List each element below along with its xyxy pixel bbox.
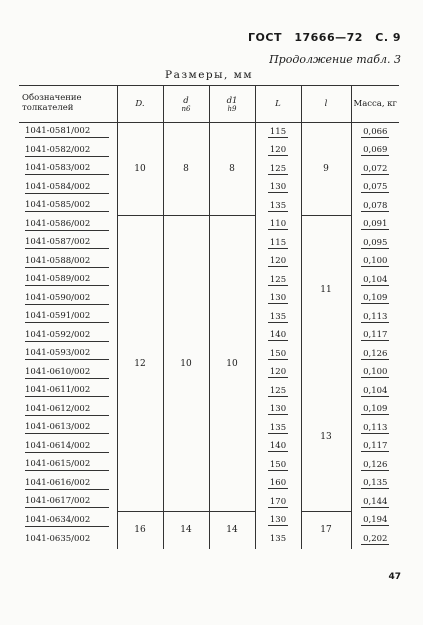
D-cell: 12 bbox=[117, 216, 163, 512]
mass-cell bbox=[351, 327, 399, 346]
L-value: 135 bbox=[269, 311, 287, 322]
mass-cell bbox=[351, 493, 399, 512]
L-cell bbox=[255, 308, 301, 327]
col-d1-label: d1 bbox=[226, 95, 238, 106]
table-header-row bbox=[19, 86, 399, 123]
mass-value: 0,144 bbox=[363, 496, 388, 507]
designation-code: 1041-0613/002 bbox=[25, 422, 109, 434]
designation-cell bbox=[19, 530, 117, 549]
L-cell bbox=[255, 216, 301, 235]
L-value: 125 bbox=[269, 163, 287, 174]
designation-code: 1041-0590/002 bbox=[25, 293, 109, 305]
mass-cell bbox=[351, 290, 399, 309]
standard-number: 17666—72 bbox=[294, 31, 363, 44]
mass-value: 0,072 bbox=[363, 163, 388, 174]
mass-value: 0,117 bbox=[363, 441, 388, 452]
designation-cell bbox=[19, 271, 117, 290]
d1-cell: 10 bbox=[209, 216, 255, 512]
mass-value: 0,194 bbox=[363, 515, 388, 526]
continuation-note: Продолжение табл. 3 bbox=[269, 53, 401, 66]
mass-value: 0,100 bbox=[363, 256, 388, 267]
mass-value: 0,075 bbox=[363, 182, 388, 193]
d1-cell: 8 bbox=[209, 123, 255, 216]
L-cell bbox=[255, 493, 301, 512]
page-number: 47 bbox=[388, 572, 401, 582]
mass-value: 0,100 bbox=[363, 367, 388, 378]
designation-cell bbox=[19, 160, 117, 179]
mass-value: 0,117 bbox=[363, 330, 388, 341]
designation-cell bbox=[19, 142, 117, 161]
L-value: 130 bbox=[269, 404, 287, 415]
L-value: 135 bbox=[269, 200, 287, 211]
d1-cell: 14 bbox=[209, 512, 255, 549]
L-cell bbox=[255, 438, 301, 457]
mass-cell bbox=[351, 456, 399, 475]
mass-cell bbox=[351, 234, 399, 253]
designation-code: 1041-0593/002 bbox=[25, 348, 109, 360]
mass-value: 0,126 bbox=[363, 348, 388, 359]
designation-cell bbox=[19, 382, 117, 401]
L-cell bbox=[255, 142, 301, 161]
mass-cell bbox=[351, 364, 399, 383]
dimensions-table bbox=[19, 85, 399, 549]
L-value: 130 bbox=[269, 515, 287, 526]
designation-code: 1041-0581/002 bbox=[25, 126, 109, 138]
table-row bbox=[19, 216, 399, 235]
L-value: 130 bbox=[269, 293, 287, 304]
l-cell: 11 bbox=[301, 216, 351, 364]
d-cell: 14 bbox=[163, 512, 209, 549]
designation-code: 1041-0615/002 bbox=[25, 459, 109, 471]
mass-value: 0,104 bbox=[363, 274, 388, 285]
mass-cell bbox=[351, 475, 399, 494]
designation-cell bbox=[19, 364, 117, 383]
L-value: 170 bbox=[269, 496, 287, 507]
designation-cell bbox=[19, 123, 117, 142]
designation-code: 1041-0589/002 bbox=[25, 274, 109, 286]
D-cell: 16 bbox=[117, 512, 163, 549]
L-cell bbox=[255, 271, 301, 290]
designation-cell bbox=[19, 401, 117, 420]
col-L: L bbox=[255, 86, 301, 123]
designation-cell bbox=[19, 290, 117, 309]
L-cell bbox=[255, 364, 301, 383]
col-l: l bbox=[301, 86, 351, 123]
L-value: 115 bbox=[269, 237, 287, 248]
L-value: 115 bbox=[269, 126, 287, 137]
L-cell bbox=[255, 419, 301, 438]
designation-cell bbox=[19, 475, 117, 494]
L-value: 135 bbox=[269, 422, 287, 433]
designation-code: 1041-0585/002 bbox=[25, 200, 109, 212]
col-d-tolerance: n6 bbox=[181, 104, 191, 113]
designation-cell bbox=[19, 216, 117, 235]
mass-value: 0,091 bbox=[363, 219, 388, 230]
col-d1-tolerance: h9 bbox=[227, 104, 237, 113]
designation-code: 1041-0612/002 bbox=[25, 404, 109, 416]
mass-cell bbox=[351, 308, 399, 327]
mass-cell bbox=[351, 345, 399, 364]
L-cell bbox=[255, 512, 301, 531]
mass-cell bbox=[351, 401, 399, 420]
mass-value: 0,202 bbox=[363, 533, 388, 544]
mass-cell bbox=[351, 530, 399, 549]
L-cell bbox=[255, 401, 301, 420]
L-value: 120 bbox=[269, 256, 287, 267]
designation-cell bbox=[19, 438, 117, 457]
sizes-caption: Размеры, мм bbox=[165, 69, 254, 81]
mass-value: 0,066 bbox=[363, 126, 388, 137]
designation-code: 1041-0592/002 bbox=[25, 330, 109, 342]
mass-value: 0,113 bbox=[363, 422, 388, 433]
designation-code: 1041-0582/002 bbox=[25, 145, 109, 157]
mass-value: 0,095 bbox=[363, 237, 388, 248]
L-value: 140 bbox=[269, 441, 287, 452]
page-header bbox=[240, 31, 401, 44]
mass-value: 0,135 bbox=[363, 478, 388, 489]
L-cell bbox=[255, 290, 301, 309]
designation-code: 1041-0634/002 bbox=[25, 515, 109, 527]
standard-label: ГОСТ bbox=[248, 31, 282, 44]
page-ref: С. 9 bbox=[375, 31, 401, 44]
mass-cell bbox=[351, 142, 399, 161]
mass-cell bbox=[351, 382, 399, 401]
L-value: 150 bbox=[269, 459, 287, 470]
mass-value: 0,078 bbox=[363, 200, 388, 211]
designation-code: 1041-0588/002 bbox=[25, 256, 109, 268]
L-value: 120 bbox=[269, 367, 287, 378]
table-row bbox=[19, 123, 399, 142]
L-value: 160 bbox=[269, 478, 287, 489]
mass-value: 0,109 bbox=[363, 293, 388, 304]
designation-code: 1041-0617/002 bbox=[25, 496, 109, 508]
L-value: 125 bbox=[269, 274, 287, 285]
L-cell bbox=[255, 123, 301, 142]
L-value: 140 bbox=[269, 330, 287, 341]
designation-code: 1041-0584/002 bbox=[25, 182, 109, 194]
mass-cell bbox=[351, 123, 399, 142]
col-mass: Масса, кг bbox=[351, 86, 399, 123]
L-cell bbox=[255, 382, 301, 401]
L-cell bbox=[255, 530, 301, 549]
mass-cell bbox=[351, 438, 399, 457]
designation-code: 1041-0616/002 bbox=[25, 478, 109, 490]
l-cell: 17 bbox=[301, 512, 351, 549]
d-cell: 8 bbox=[163, 123, 209, 216]
designation-code: 1041-0583/002 bbox=[25, 163, 109, 175]
designation-cell bbox=[19, 197, 117, 216]
designation-cell bbox=[19, 512, 117, 531]
mass-cell bbox=[351, 179, 399, 198]
L-value: 110 bbox=[269, 219, 287, 230]
L-cell bbox=[255, 160, 301, 179]
L-cell bbox=[255, 253, 301, 272]
L-cell bbox=[255, 234, 301, 253]
col-d1 bbox=[209, 86, 255, 123]
L-cell bbox=[255, 327, 301, 346]
mass-cell bbox=[351, 216, 399, 235]
mass-cell bbox=[351, 271, 399, 290]
designation-code: 1041-0614/002 bbox=[25, 441, 109, 453]
l-cell: 9 bbox=[301, 123, 351, 216]
col-D: D. bbox=[117, 86, 163, 123]
designation-code: 1041-0635/002 bbox=[25, 534, 91, 545]
L-cell bbox=[255, 345, 301, 364]
designation-code: 1041-0591/002 bbox=[25, 311, 109, 323]
L-cell bbox=[255, 197, 301, 216]
L-cell bbox=[255, 456, 301, 475]
L-cell bbox=[255, 475, 301, 494]
col-d-label: d bbox=[183, 95, 189, 106]
designation-code: 1041-0610/002 bbox=[25, 367, 109, 379]
mass-value: 0,104 bbox=[363, 385, 388, 396]
designation-cell bbox=[19, 179, 117, 198]
L-cell bbox=[255, 179, 301, 198]
designation-cell bbox=[19, 456, 117, 475]
mass-value: 0,126 bbox=[363, 459, 388, 470]
designation-code: 1041-0611/002 bbox=[25, 385, 109, 397]
designation-cell bbox=[19, 419, 117, 438]
col-d bbox=[163, 86, 209, 123]
l-cell: 13 bbox=[301, 364, 351, 512]
L-value: 135 bbox=[269, 534, 287, 545]
designation-code: 1041-0586/002 bbox=[25, 219, 109, 231]
mass-cell bbox=[351, 160, 399, 179]
D-cell: 10 bbox=[117, 123, 163, 216]
mass-value: 0,113 bbox=[363, 311, 388, 322]
table-row bbox=[19, 512, 399, 531]
designation-cell bbox=[19, 493, 117, 512]
designation-code: 1041-0587/002 bbox=[25, 237, 109, 249]
L-value: 120 bbox=[269, 145, 287, 156]
L-value: 150 bbox=[269, 348, 287, 359]
mass-value: 0,109 bbox=[363, 404, 388, 415]
designation-cell bbox=[19, 327, 117, 346]
mass-value: 0,069 bbox=[363, 145, 388, 156]
mass-cell bbox=[351, 197, 399, 216]
d-cell: 10 bbox=[163, 216, 209, 512]
L-value: 125 bbox=[269, 385, 287, 396]
mass-cell bbox=[351, 419, 399, 438]
designation-cell bbox=[19, 345, 117, 364]
mass-cell bbox=[351, 253, 399, 272]
designation-cell bbox=[19, 308, 117, 327]
mass-cell bbox=[351, 512, 399, 531]
L-value: 130 bbox=[269, 182, 287, 193]
designation-cell bbox=[19, 253, 117, 272]
col-designation: Обозначение толкателей bbox=[19, 86, 117, 123]
designation-cell bbox=[19, 234, 117, 253]
